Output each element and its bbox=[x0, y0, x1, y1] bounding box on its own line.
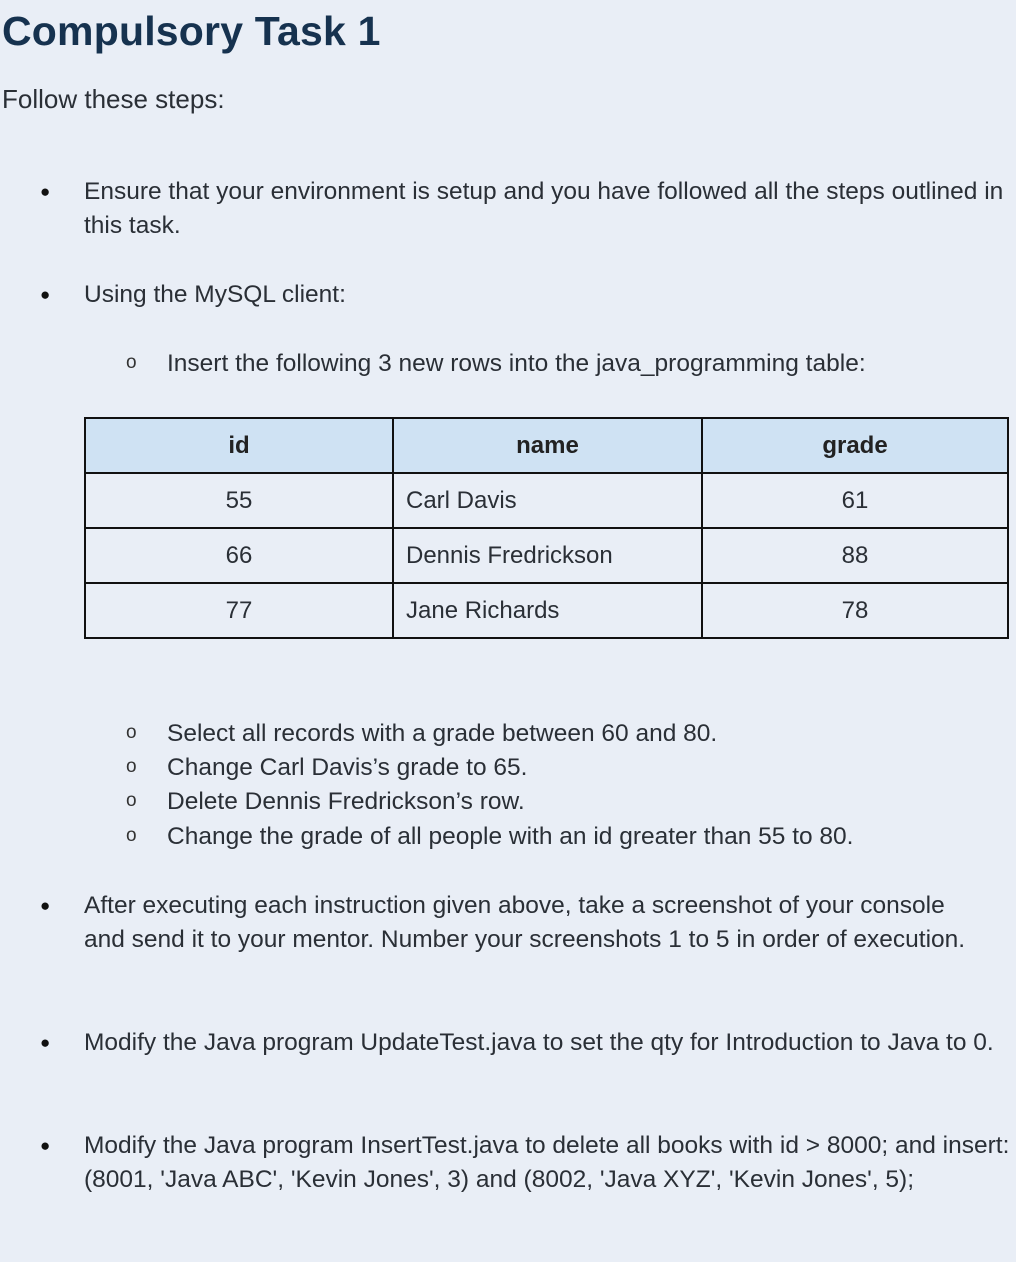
table-cell-id: 77 bbox=[85, 583, 393, 638]
bullet-mysql-client: ● Using the MySQL client: bbox=[84, 278, 1012, 312]
sub-step-insert-rows: o Insert the following 3 new rows into the java_programming table: bbox=[167, 347, 1012, 381]
sub-step-change-grade: o Change Carl Davis’s grade to 65. bbox=[167, 751, 1012, 785]
table-header-id: id bbox=[85, 418, 393, 473]
table-header-row bbox=[85, 418, 1008, 473]
sub-step-update-grades: o Change the grade of all people with an id greater than 55 to 80. bbox=[167, 820, 1012, 854]
table-cell-grade: 78 bbox=[702, 583, 1008, 638]
table-row bbox=[85, 473, 1008, 528]
sub-step-select-records: o Select all records with a grade between 60 and 80. bbox=[167, 717, 1012, 751]
bullet-update-test: ● Modify the Java program UpdateTest.java to set the qty for Introduction to Java to 0. bbox=[84, 1026, 1012, 1060]
table-cell-name: Carl Davis bbox=[393, 473, 702, 528]
table-cell-id: 55 bbox=[85, 473, 393, 528]
table-cell-name: Dennis Fredrickson bbox=[393, 528, 702, 583]
bullet-insert-test: ● Modify the Java program InsertTest.java to delete all books with id > 8000; and insert: (8001, 'Java ABC', 'Kevin Jones', 3) and (8002, 'Java XYZ', 'Kevin Jones', 5); bbox=[84, 1129, 1012, 1197]
table-cell-id: 66 bbox=[85, 528, 393, 583]
table-cell-name: Jane Richards bbox=[393, 583, 702, 638]
table-cell-grade: 88 bbox=[702, 528, 1008, 583]
intro-text: Follow these steps: bbox=[2, 84, 225, 114]
table-cell-grade: 61 bbox=[702, 473, 1008, 528]
table-row bbox=[85, 528, 1008, 583]
table-header-name: name bbox=[393, 418, 702, 473]
bullet-screenshots: ● After executing each instruction given above, take a screenshot of your console and send it to your mentor. Number your screenshots 1 to 5 in order of execution. bbox=[84, 889, 974, 957]
java-programming-table bbox=[84, 417, 1009, 639]
table-header-grade: grade bbox=[702, 418, 1008, 473]
bullet-environment-setup: ● Ensure that your environment is setup and you have followed all the steps outlined in this task. bbox=[84, 175, 1012, 243]
sub-step-delete-row: o Delete Dennis Fredrickson’s row. bbox=[167, 785, 1012, 819]
page-title: Compulsory Task 1 bbox=[2, 8, 381, 54]
table-row bbox=[85, 583, 1008, 638]
